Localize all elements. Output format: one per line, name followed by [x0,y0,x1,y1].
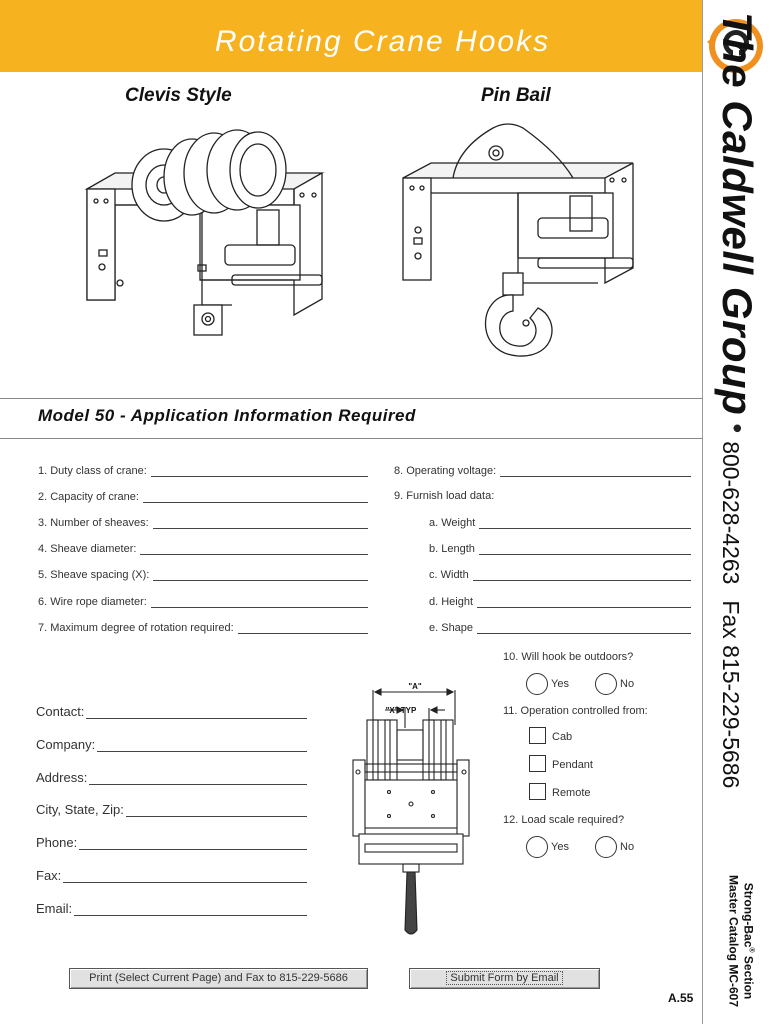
print-and-fax-button[interactable] [69,968,368,989]
section-rule-top [0,398,702,399]
load-scale-yes-radio[interactable] [526,836,548,858]
load-scale-no-radio[interactable] [595,836,617,858]
pendant-label: Pendant [552,759,593,771]
company-field[interactable]: Company: [36,734,307,752]
load-length-field[interactable]: b. Length [429,541,691,555]
dimension-a-label: "A" [408,682,422,691]
load-scale-question: 12. Load scale required? [503,814,625,826]
cab-label: Cab [552,731,573,743]
dimension-diagram [345,680,485,940]
brand-bullet: • [722,423,753,434]
outdoors-question: 10. Will hook be outdoors? [503,651,634,663]
page-number: A.55 [668,991,694,1005]
outdoors-no-radio[interactable] [595,673,617,695]
load-scale-yes-label: Yes [551,841,569,853]
load-shape-field[interactable]: e. Shape [429,620,691,634]
pin-bail-drawing [398,108,643,363]
page-title: Rotating Crane Hooks [214,25,551,58]
pin-bail-heading: Pin Bail [481,85,551,106]
section-rule-bottom [0,438,702,439]
catalog-number: Master Catalog MC-607 [726,874,741,1008]
sheave-diameter-field[interactable]: 4. Sheave diameter: [38,541,368,555]
sheave-spacing-field[interactable]: 5. Sheave spacing (X): [38,567,368,581]
operating-voltage-field[interactable]: 8. Operating voltage: [394,463,691,477]
outdoors-yes-radio[interactable] [526,673,548,695]
submit-email-button[interactable] [409,968,600,989]
dimension-x-label: "X" TYP [385,706,417,715]
company-name: The Caldwell Group [714,12,761,416]
remote-label: Remote [552,787,591,799]
phone-field[interactable]: Phone: [36,832,307,850]
capacity-field[interactable]: 2. Capacity of crane: [38,489,368,503]
email-field[interactable]: Email: [36,898,307,916]
load-width-field[interactable]: c. Width [429,567,691,581]
outdoors-no-label: No [620,678,635,690]
city-state-zip-field[interactable]: City, State, Zip: [36,799,307,817]
cab-checkbox[interactable] [529,727,546,744]
remote-checkbox[interactable] [529,783,546,800]
catalog-section-tail: Section [741,952,756,1000]
number-of-sheaves-field[interactable]: 3. Number of sheaves: [38,515,368,529]
contact-field[interactable]: Contact: [36,701,307,719]
fax-number: Fax 815-229-5686 [718,600,744,789]
fax-field[interactable]: Fax: [36,865,307,883]
load-height-field[interactable]: d. Height [429,594,691,608]
registered-mark: ® [747,947,755,953]
pendant-checkbox[interactable] [529,755,546,772]
load-scale-no-label: No [620,841,635,853]
max-rotation-field[interactable]: 7. Maximum degree of rotation required: [38,620,368,634]
clevis-style-heading: Clevis Style [125,85,232,106]
print-and-fax-label: Print (Select Current Page) and Fax to 815-229-5686 [89,972,348,984]
wire-rope-diameter-field[interactable]: 6. Wire rope diameter: [38,594,368,608]
clevis-style-drawing [82,125,337,340]
duty-class-field[interactable]: 1. Duty class of crane: [38,463,368,477]
control-question: 11. Operation controlled from: [503,705,648,717]
load-data-label: 9. Furnish load data: [394,490,495,502]
section-title: Model 50 - Application Information Required [38,406,416,425]
submit-email-label: Submit Form by Email [446,971,562,985]
outdoors-yes-label: Yes [551,678,569,690]
phone-number: 800-628-4263 [718,441,744,585]
catalog-reference [726,856,759,1024]
catalog-section: Strong-Bac [741,882,756,948]
sidebar-divider [702,0,703,1024]
load-weight-field[interactable]: a. Weight [429,515,691,529]
address-field[interactable]: Address: [36,767,307,785]
